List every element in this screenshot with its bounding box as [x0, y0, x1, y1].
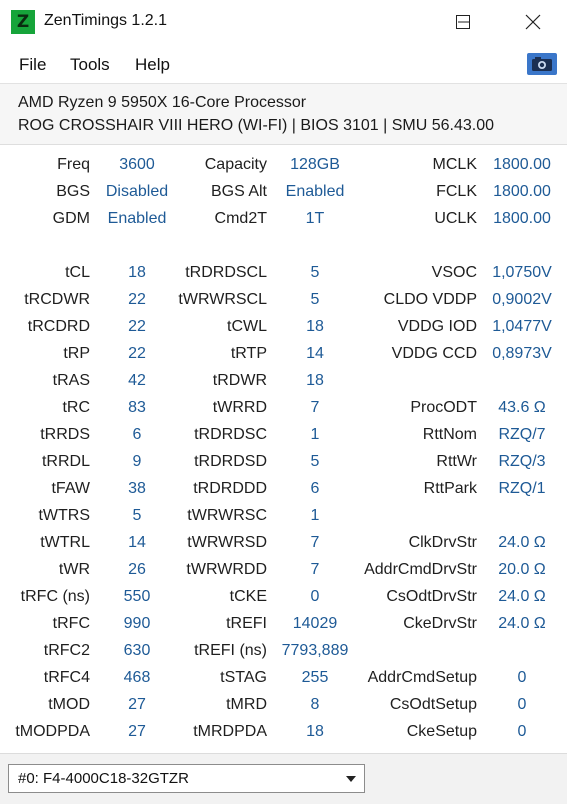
timing-label: ProcODT — [410, 399, 477, 416]
timing-label: ClkDrvStr — [408, 534, 477, 551]
timing-value: RZQ/7 — [498, 426, 546, 443]
timing-label: tRDRDSD — [194, 453, 267, 470]
maximize-icon — [456, 15, 470, 29]
timing-value: 27 — [128, 723, 146, 740]
timing-row — [0, 584, 567, 611]
timing-value: 7793,889 — [281, 642, 349, 659]
timing-label: CkeDrvStr — [403, 615, 477, 632]
timing-label: tSTAG — [220, 669, 267, 686]
timing-value: 128GB — [290, 156, 340, 173]
menu-help[interactable]: Help — [135, 55, 170, 74]
timing-value: RZQ/1 — [498, 480, 546, 497]
timing-label: tRP — [63, 345, 90, 362]
timing-value: 22 — [128, 291, 146, 308]
timing-label: VSOC — [431, 264, 477, 281]
timing-value: 22 — [128, 318, 146, 335]
timing-label: Capacity — [204, 156, 267, 173]
timing-value: Disabled — [105, 183, 169, 200]
timing-value: 18 — [128, 264, 146, 281]
timing-value: 1800.00 — [493, 210, 551, 227]
timing-value: 6 — [132, 426, 142, 443]
app-logo-icon: Z — [11, 10, 35, 34]
timing-label: CkeSetup — [406, 723, 477, 740]
timing-label: BGS — [56, 183, 90, 200]
timing-value: 3600 — [119, 156, 155, 173]
timing-row — [0, 341, 567, 368]
maximize-button[interactable] — [440, 0, 486, 44]
timing-row — [0, 557, 567, 584]
timing-row — [0, 179, 567, 206]
timing-value: 14 — [128, 534, 146, 551]
timing-row — [0, 476, 567, 503]
timing-row — [0, 152, 567, 179]
timing-value: 990 — [123, 615, 151, 632]
timing-value: 0 — [517, 696, 527, 713]
timing-value: 0,9002V — [492, 291, 552, 308]
timing-label: tREFI — [226, 615, 267, 632]
timing-label: tRC — [62, 399, 90, 416]
timing-label: FCLK — [436, 183, 477, 200]
timing-row — [0, 611, 567, 638]
timing-label: tRDRDDD — [193, 480, 267, 497]
timing-value: 6 — [310, 480, 320, 497]
timing-value: 26 — [128, 561, 146, 578]
title-bar — [0, 0, 567, 44]
menu-bar — [0, 48, 567, 82]
timing-value: 0,8973V — [492, 345, 552, 362]
timing-label: tREFI (ns) — [194, 642, 267, 659]
timing-label: tWRWRSC — [187, 507, 267, 524]
timing-value: 468 — [123, 669, 151, 686]
timing-value: 630 — [123, 642, 151, 659]
camera-icon — [527, 53, 557, 75]
timing-label: tRDRDSCL — [185, 264, 267, 281]
timing-label: tRCDWR — [24, 291, 90, 308]
board-info: ROG CROSSHAIR VIII HERO (WI-FI) | BIOS 3101 | SMU 56.43.00 — [18, 117, 494, 134]
menu-tools[interactable]: Tools — [70, 55, 110, 74]
timing-value: 255 — [301, 669, 329, 686]
timing-label: AddrCmdDrvStr — [364, 561, 477, 578]
timing-value: 5 — [310, 291, 320, 308]
timing-label: tWTRL — [40, 534, 90, 551]
timing-value: 1T — [305, 210, 325, 227]
timings-grid — [0, 144, 567, 754]
timing-value: 7 — [310, 534, 320, 551]
timing-row — [0, 665, 567, 692]
timing-label: tRRDL — [41, 453, 90, 470]
timing-label: tMODPDA — [15, 723, 90, 740]
timing-value: 1800.00 — [493, 156, 551, 173]
timing-value: 24.0 Ω — [498, 615, 546, 632]
timing-value: 83 — [128, 399, 146, 416]
timing-label: tWRWRSD — [187, 534, 267, 551]
timing-label: tCWL — [227, 318, 267, 335]
chevron-down-icon — [346, 776, 356, 782]
timing-label: tWR — [58, 561, 90, 578]
timing-label: UCLK — [434, 210, 477, 227]
timing-row — [0, 719, 567, 746]
timing-value: 0 — [310, 588, 320, 605]
timing-row — [0, 395, 567, 422]
timing-value: 5 — [310, 453, 320, 470]
timing-label: tRFC4 — [43, 669, 90, 686]
timing-label: tRDWR — [212, 372, 267, 389]
timing-value: RZQ/3 — [498, 453, 546, 470]
timing-value: 27 — [128, 696, 146, 713]
timing-row — [0, 287, 567, 314]
timing-label: MCLK — [432, 156, 477, 173]
timing-value: 24.0 Ω — [498, 534, 546, 551]
timing-row — [0, 449, 567, 476]
timing-label: VDDG IOD — [397, 318, 477, 335]
timing-label: GDM — [52, 210, 90, 227]
timing-value: 20.0 Ω — [498, 561, 546, 578]
timing-label: CLDO VDDP — [383, 291, 477, 308]
timing-value: Enabled — [107, 210, 167, 227]
timing-value: 18 — [306, 318, 324, 335]
timing-value: 9 — [132, 453, 142, 470]
timing-label: tRCDRD — [27, 318, 90, 335]
system-info-panel — [0, 83, 567, 145]
timing-label: AddrCmdSetup — [367, 669, 477, 686]
timing-value: 42 — [128, 372, 146, 389]
timing-label: RttPark — [423, 480, 477, 497]
timing-row — [0, 314, 567, 341]
dimm-select-value: #0: F4-4000C18-32GTZR — [18, 770, 189, 787]
timing-label: tWTRS — [38, 507, 90, 524]
close-icon — [525, 14, 541, 30]
timing-label: tMRDPDA — [193, 723, 267, 740]
timing-label: tWRWRSCL — [178, 291, 267, 308]
timing-label: tWRRD — [212, 399, 267, 416]
timing-label: BGS Alt — [210, 183, 267, 200]
timing-value: 5 — [132, 507, 142, 524]
timing-row — [0, 638, 567, 665]
timing-value: 43.6 Ω — [498, 399, 546, 416]
timing-value: 1 — [310, 426, 320, 443]
timing-value: Enabled — [285, 183, 345, 200]
timing-label: CsOdtDrvStr — [386, 588, 477, 605]
timing-row — [0, 260, 567, 287]
timing-label: tRTP — [230, 345, 267, 362]
timing-value: 1 — [310, 507, 320, 524]
timing-row — [0, 530, 567, 557]
timing-label: CsOdtSetup — [389, 696, 477, 713]
timing-value: 22 — [128, 345, 146, 362]
timing-row — [0, 503, 567, 530]
timing-label: tCL — [65, 264, 90, 281]
timing-label: tRRDS — [40, 426, 90, 443]
cpu-name: AMD Ryzen 9 5950X 16-Core Processor — [18, 94, 307, 111]
bottom-bar — [0, 753, 567, 804]
timing-label: tRFC (ns) — [20, 588, 90, 605]
timing-value: 18 — [306, 372, 324, 389]
timing-value: 0 — [517, 669, 527, 686]
timing-value: 5 — [310, 264, 320, 281]
timing-value: 38 — [128, 480, 146, 497]
timing-row — [0, 692, 567, 719]
timing-value: 1,0750V — [492, 264, 552, 281]
timing-label: Cmd2T — [214, 210, 267, 227]
timing-value: 7 — [310, 561, 320, 578]
timing-label: tCKE — [229, 588, 267, 605]
timing-label: VDDG CCD — [391, 345, 477, 362]
window-title: ZenTimings 1.2.1 — [44, 12, 168, 29]
timing-label: tMRD — [226, 696, 267, 713]
timing-label: tFAW — [51, 480, 90, 497]
timing-label: RttWr — [436, 453, 477, 470]
timing-label: Freq — [57, 156, 90, 173]
timing-label: tRFC — [52, 615, 90, 632]
timing-value: 8 — [310, 696, 320, 713]
screenshot-button[interactable] — [527, 53, 557, 75]
timing-row — [0, 206, 567, 233]
timing-value: 14 — [306, 345, 324, 362]
timing-label: RttNom — [422, 426, 477, 443]
timing-value: 550 — [123, 588, 151, 605]
timing-value: 1800.00 — [493, 183, 551, 200]
timing-row — [0, 422, 567, 449]
dimm-select[interactable] — [8, 764, 365, 793]
timing-value: 1,0477V — [492, 318, 552, 335]
timing-label: tWRWRDD — [186, 561, 267, 578]
close-button[interactable] — [510, 0, 556, 44]
timing-value: 18 — [306, 723, 324, 740]
timing-value: 14029 — [292, 615, 338, 632]
timing-label: tRDRDSC — [194, 426, 267, 443]
timing-value: 0 — [517, 723, 527, 740]
timing-label: tMOD — [48, 696, 90, 713]
timing-value: 7 — [310, 399, 320, 416]
timing-label: tRFC2 — [43, 642, 90, 659]
timing-label: tRAS — [52, 372, 90, 389]
timing-value: 24.0 Ω — [498, 588, 546, 605]
menu-file[interactable]: File — [19, 55, 47, 74]
timing-row — [0, 368, 567, 395]
